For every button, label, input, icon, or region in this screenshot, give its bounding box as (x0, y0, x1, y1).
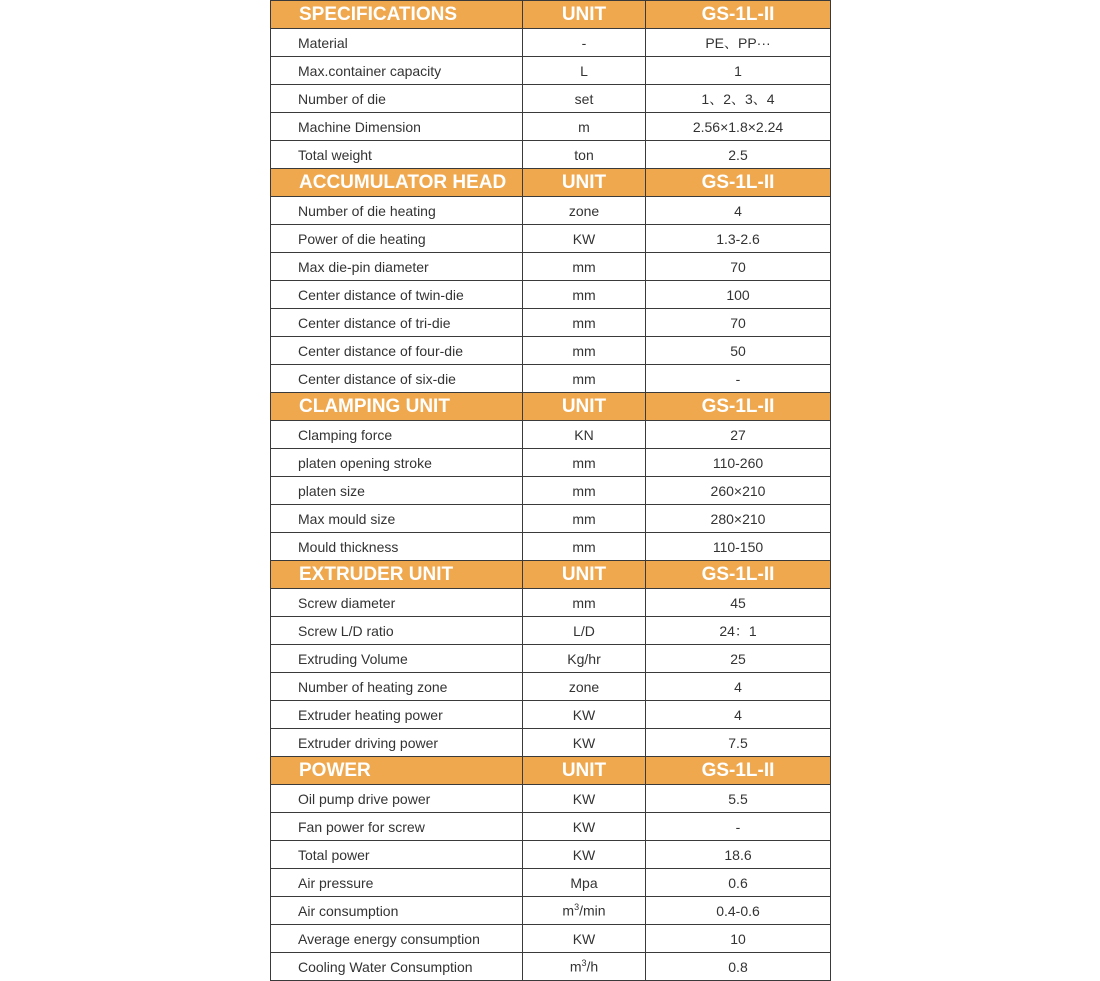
unit-header: UNIT (523, 1, 646, 29)
spec-name: Screw diameter (271, 589, 523, 617)
spec-value: 260×210 (646, 477, 831, 505)
spec-unit: KW (523, 925, 646, 953)
table-row (271, 953, 831, 981)
spec-value: 70 (646, 309, 831, 337)
spec-value: 0.4-0.6 (646, 897, 831, 925)
table-row (271, 85, 831, 113)
spec-unit: zone (523, 197, 646, 225)
spec-name: Oil pump drive power (271, 785, 523, 813)
unit-exponent: 3 (581, 958, 587, 969)
spec-unit (523, 953, 646, 981)
table-row (271, 589, 831, 617)
spec-name: Extruder driving power (271, 729, 523, 757)
spec-unit: mm (523, 309, 646, 337)
spec-unit: ton (523, 141, 646, 169)
table-row (271, 477, 831, 505)
spec-value: 45 (646, 589, 831, 617)
spec-value: 0.8 (646, 953, 831, 981)
spec-unit: set (523, 85, 646, 113)
model-header: GS-1L-II (646, 393, 831, 421)
spec-value: 70 (646, 253, 831, 281)
spec-value: - (646, 813, 831, 841)
spec-unit: - (523, 29, 646, 57)
spec-name: Extruder heating power (271, 701, 523, 729)
spec-unit (523, 897, 646, 925)
spec-value: 50 (646, 337, 831, 365)
spec-name: Max die-pin diameter (271, 253, 523, 281)
spec-name: Cooling Water Consumption (271, 953, 523, 981)
table-row (271, 645, 831, 673)
spec-unit: L/D (523, 617, 646, 645)
spec-name: Mould thickness (271, 533, 523, 561)
spec-unit: m (523, 113, 646, 141)
table-row (271, 225, 831, 253)
spec-value: 110-150 (646, 533, 831, 561)
spec-value: - (646, 365, 831, 393)
table-row (271, 841, 831, 869)
unit-suffix: /h (586, 958, 599, 975)
spec-unit: mm (523, 253, 646, 281)
table-row (271, 57, 831, 85)
table-row (271, 29, 831, 57)
spec-unit: mm (523, 589, 646, 617)
spec-name: Average energy consumption (271, 925, 523, 953)
spec-value: 4 (646, 197, 831, 225)
spec-name: Total power (271, 841, 523, 869)
table-row (271, 729, 831, 757)
model-header: GS-1L-II (646, 169, 831, 197)
table-row (271, 421, 831, 449)
spec-value: 4 (646, 673, 831, 701)
spec-name: Center distance of tri-die (271, 309, 523, 337)
spec-value: 100 (646, 281, 831, 309)
spec-value: 280×210 (646, 505, 831, 533)
table-row (271, 533, 831, 561)
table-row (271, 365, 831, 393)
spec-name: platen size (271, 477, 523, 505)
spec-name: Extruding Volume (271, 645, 523, 673)
spec-name: Center distance of twin-die (271, 281, 523, 309)
unit-suffix: /min (579, 902, 606, 919)
spec-name: Total weight (271, 141, 523, 169)
spec-unit: mm (523, 505, 646, 533)
spec-unit: mm (523, 281, 646, 309)
spec-value: 0.6 (646, 869, 831, 897)
section-title: EXTRUDER UNIT (271, 561, 523, 589)
unit-exponent: 3 (574, 902, 580, 913)
spec-unit: KW (523, 729, 646, 757)
section-title: SPECIFICATIONS (271, 1, 523, 29)
section-title: POWER (271, 757, 523, 785)
table-row (271, 617, 831, 645)
spec-value: 2.56×1.8×2.24 (646, 113, 831, 141)
spec-value: 1 (646, 57, 831, 85)
spec-value: 1、2、3、4 (646, 85, 831, 113)
spec-value: PE、PP··· (646, 29, 831, 57)
table-row (271, 869, 831, 897)
spec-unit: Mpa (523, 869, 646, 897)
spec-value: 10 (646, 925, 831, 953)
spec-name: Max mould size (271, 505, 523, 533)
spec-unit: KW (523, 841, 646, 869)
section-header (271, 393, 831, 421)
spec-name: Center distance of four-die (271, 337, 523, 365)
spec-value: 110-260 (646, 449, 831, 477)
spec-unit: KN (523, 421, 646, 449)
spec-name: Air pressure (271, 869, 523, 897)
spec-name: Material (271, 29, 523, 57)
spec-unit: KW (523, 813, 646, 841)
table-row (271, 449, 831, 477)
table-row (271, 673, 831, 701)
table-row (271, 897, 831, 925)
spec-unit: mm (523, 337, 646, 365)
spec-unit: mm (523, 477, 646, 505)
spec-value: 5.5 (646, 785, 831, 813)
spec-name: Center distance of six-die (271, 365, 523, 393)
table-row (271, 701, 831, 729)
spec-unit: Kg/hr (523, 645, 646, 673)
spec-name: Fan power for screw (271, 813, 523, 841)
spec-name: Machine Dimension (271, 113, 523, 141)
table-row (271, 785, 831, 813)
spec-name: Air consumption (271, 897, 523, 925)
section-header (271, 1, 831, 29)
spec-unit: mm (523, 449, 646, 477)
spec-name: Power of die heating (271, 225, 523, 253)
spec-value: 4 (646, 701, 831, 729)
table-row (271, 281, 831, 309)
spec-value: 25 (646, 645, 831, 673)
unit-base: m (562, 902, 575, 919)
table-row (271, 813, 831, 841)
model-header: GS-1L-II (646, 757, 831, 785)
section-header (271, 561, 831, 589)
table-row (271, 113, 831, 141)
spec-value: 24：1 (646, 617, 831, 645)
spec-name: Clamping force (271, 421, 523, 449)
spec-table (270, 0, 831, 981)
unit-header: UNIT (523, 757, 646, 785)
unit-base: m (569, 958, 582, 975)
spec-name: Screw L/D ratio (271, 617, 523, 645)
spec-value: 27 (646, 421, 831, 449)
spec-name: platen opening stroke (271, 449, 523, 477)
spec-unit: KW (523, 785, 646, 813)
table-row (271, 253, 831, 281)
spec-value: 2.5 (646, 141, 831, 169)
section-header (271, 757, 831, 785)
model-header: GS-1L-II (646, 561, 831, 589)
spec-value: 18.6 (646, 841, 831, 869)
table-row (271, 505, 831, 533)
table-row (271, 141, 831, 169)
spec-value: 7.5 (646, 729, 831, 757)
spec-unit: zone (523, 673, 646, 701)
spec-name: Max.container capacity (271, 57, 523, 85)
spec-name: Number of heating zone (271, 673, 523, 701)
section-title: ACCUMULATOR HEAD (271, 169, 523, 197)
spec-name: Number of die heating (271, 197, 523, 225)
table-row (271, 337, 831, 365)
section-header (271, 169, 831, 197)
spec-unit: mm (523, 533, 646, 561)
spec-value: 1.3-2.6 (646, 225, 831, 253)
unit-header: UNIT (523, 393, 646, 421)
table-row (271, 197, 831, 225)
spec-unit: KW (523, 701, 646, 729)
spec-unit: L (523, 57, 646, 85)
unit-header: UNIT (523, 561, 646, 589)
unit-header: UNIT (523, 169, 646, 197)
section-title: CLAMPING UNIT (271, 393, 523, 421)
model-header: GS-1L-II (646, 1, 831, 29)
spec-unit: KW (523, 225, 646, 253)
table-row (271, 309, 831, 337)
table-row (271, 925, 831, 953)
spec-unit: mm (523, 365, 646, 393)
spec-name: Number of die (271, 85, 523, 113)
